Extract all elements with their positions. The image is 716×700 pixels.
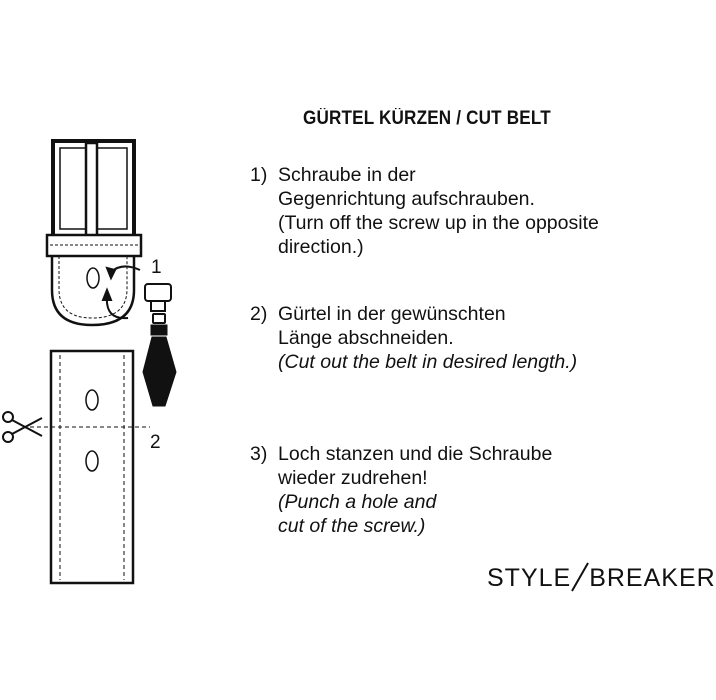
diagram-label-1: 1: [151, 257, 162, 278]
step-text-de: wieder zudrehen!: [278, 467, 428, 489]
scissors-icon: [3, 412, 42, 442]
diagram-label-2: 2: [150, 432, 161, 453]
belt-loop: [47, 235, 141, 256]
step-text-de: Gürtel in der gewünschten: [278, 303, 506, 325]
screwdriver-icon: [143, 314, 176, 406]
brand-slash-icon: [571, 562, 589, 592]
step-3: [250, 442, 552, 538]
belt-buckle: [53, 141, 134, 238]
step-text-de: Gegenrichtung aufschrauben.: [278, 188, 535, 210]
step-text-de: Länge abschneiden.: [278, 327, 454, 349]
step-text-en: direction.): [278, 236, 364, 258]
step-text-en: (Cut out the belt in desired length.): [278, 351, 578, 373]
step-text-en: (Punch a hole and: [278, 491, 437, 513]
step-2: [250, 302, 577, 374]
step-1: [250, 163, 599, 259]
step-text-en: cut of the screw.): [278, 515, 426, 537]
step-number: 3): [250, 443, 268, 465]
step-text-de: Schraube in der: [278, 164, 416, 186]
step-number: 1): [250, 164, 268, 186]
brand-logo: [487, 562, 716, 593]
step-text-en: (Turn off the screw up in the opposite: [278, 212, 599, 234]
step-text-de: Loch stanzen und die Schraube: [278, 443, 553, 465]
page-title: GÜRTEL KÜRZEN / CUT BELT: [303, 108, 551, 129]
step-number: 2): [250, 303, 268, 325]
brand-right: BREAKER: [589, 564, 716, 592]
screw-icon: [145, 284, 171, 311]
brand-left: STYLE: [487, 564, 572, 592]
belt-strap: [30, 351, 150, 583]
